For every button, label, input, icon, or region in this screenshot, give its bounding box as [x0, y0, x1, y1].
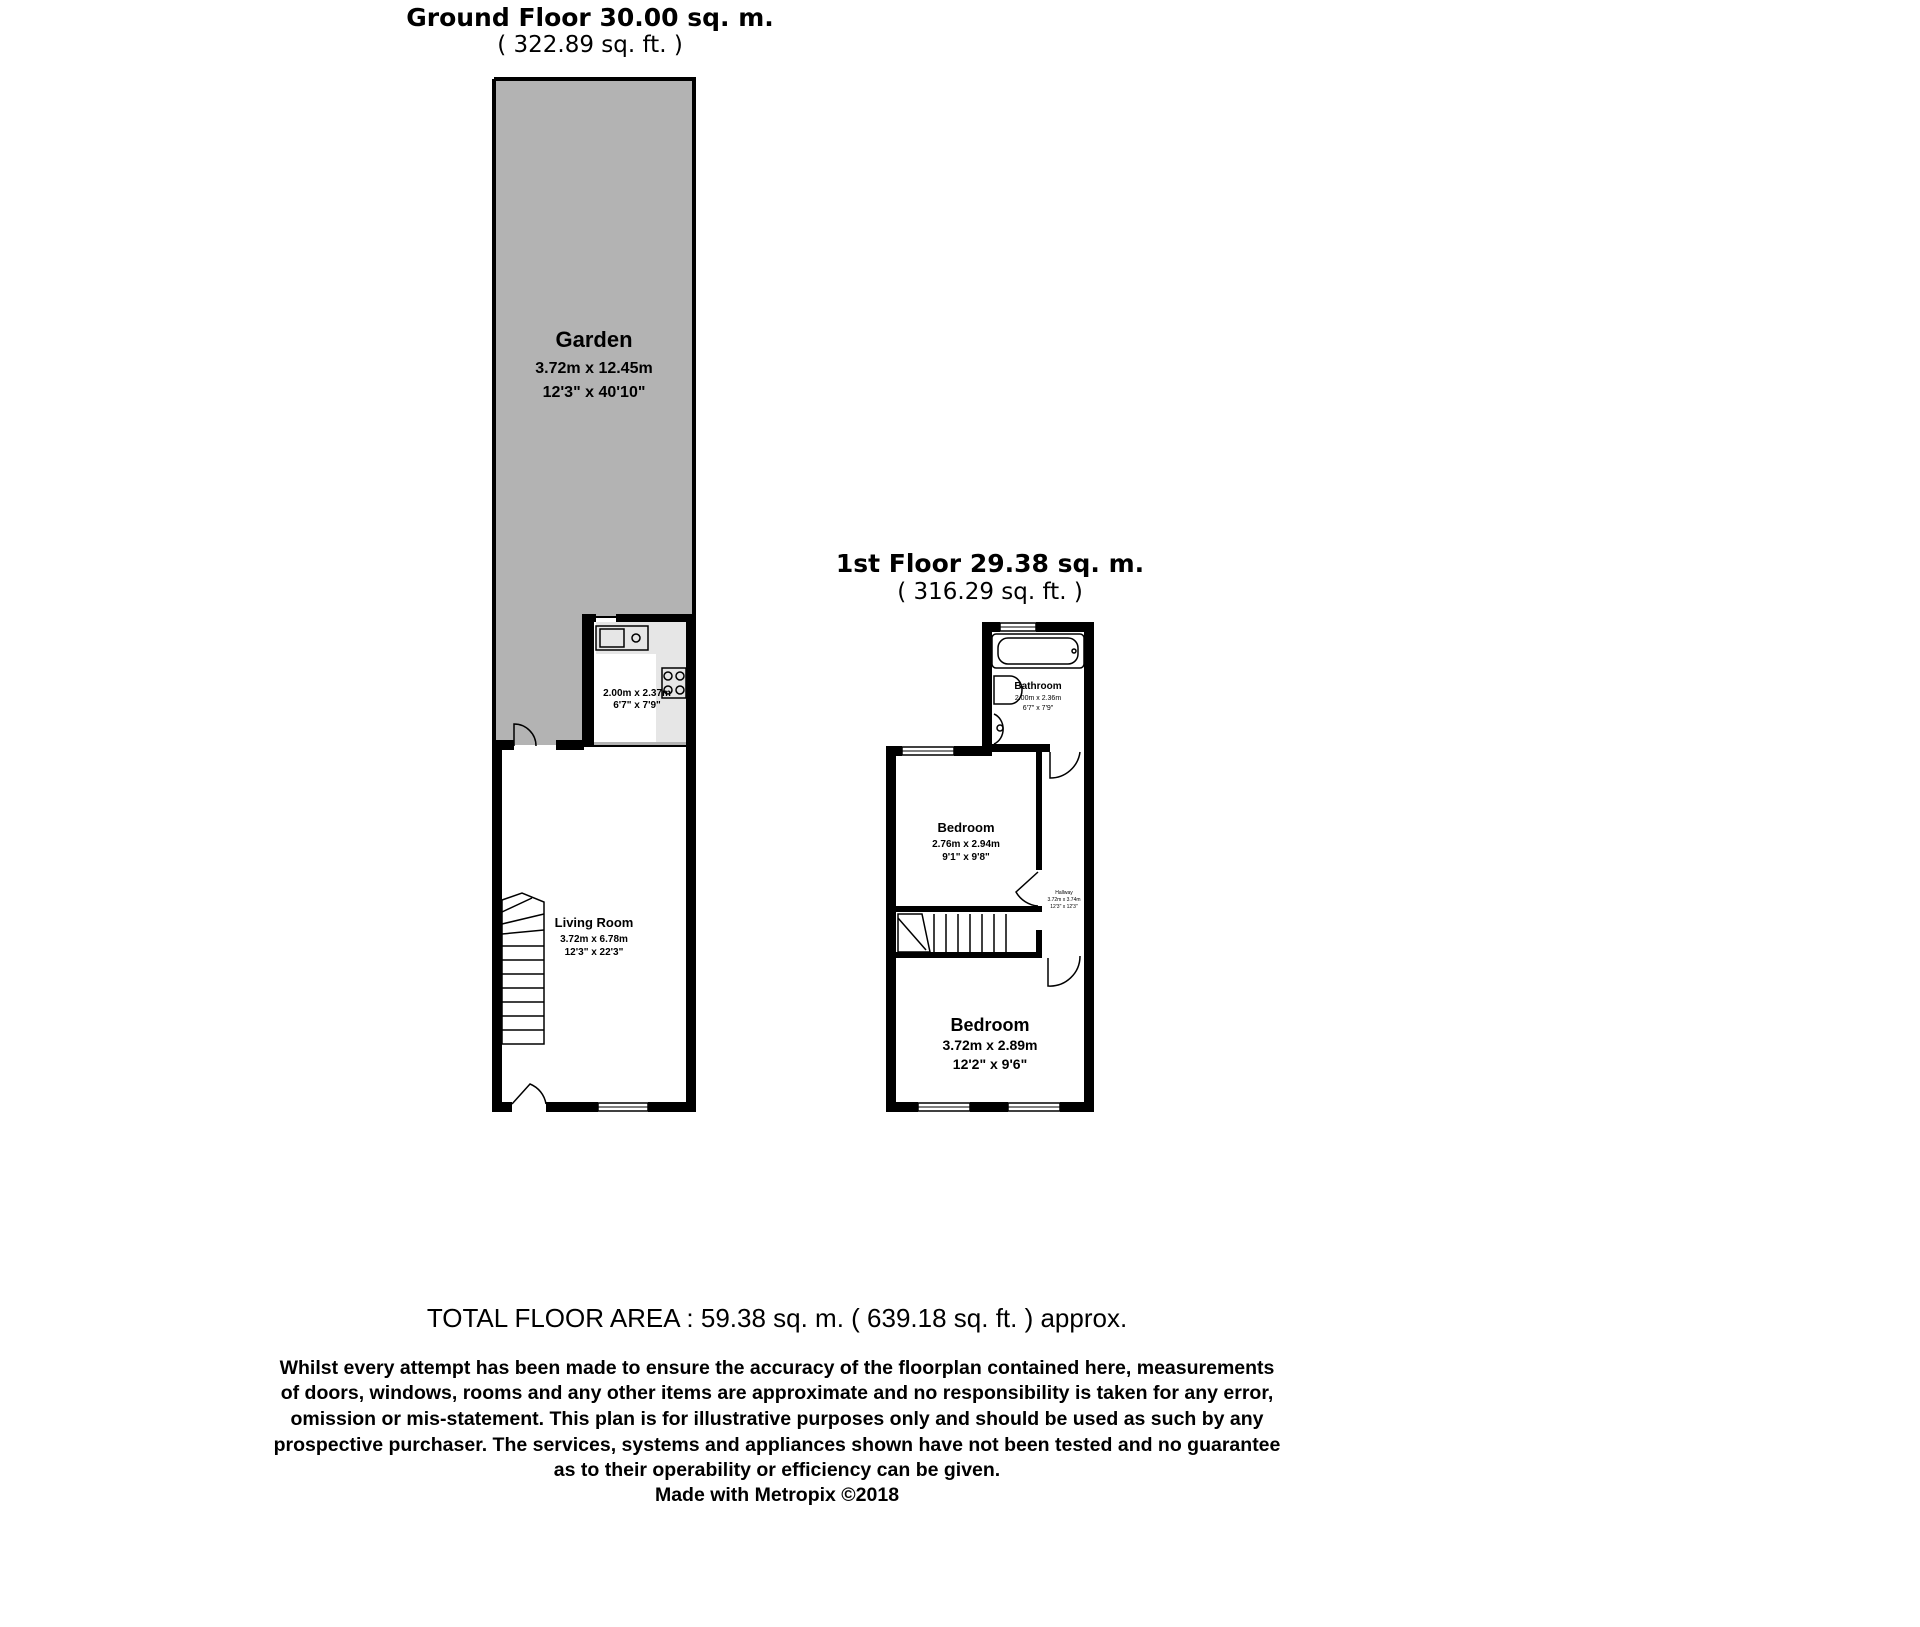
bedroom-large-dimensions-imperial: 12'2" x 9'6" [952, 1056, 1028, 1072]
disclaimer-line: of doors, windows, rooms and any other items are approximate and no responsibility is taken for any error, [280, 1382, 1274, 1404]
garden-dimensions-imperial: 12'3" x 40'10" [542, 384, 646, 401]
kitchen-dimensions-imperial: 6'7" x 7'9" [613, 700, 661, 711]
disclaimer-line: prospective purchaser. The services, systems and appliances shown have not been tested and no guarantee [273, 1434, 1281, 1456]
hallway-dimensions-imperial: 12'3" x 12'3" [1050, 904, 1078, 910]
kitchen-worktop-top [596, 622, 656, 654]
credit: Made with Metropix ©2018 [654, 1484, 900, 1506]
bedroom-large-label: Bedroom [950, 1015, 1030, 1035]
bedroom-small-dimensions-metric: 2.76m x 2.94m [932, 839, 1000, 850]
kitchen [584, 614, 696, 746]
bedroom-small-door-swing [1016, 872, 1038, 906]
bedroom-small-dimensions-imperial: 9'1" x 9'8" [942, 852, 990, 863]
living-room-dimensions-metric: 3.72m x 6.78m [560, 934, 628, 945]
kitchen-dimensions-metric: 2.00m x 2.37m [603, 688, 671, 699]
bath-icon [992, 634, 1084, 668]
living-room-label: Living Room [554, 915, 634, 930]
disclaimer-line: as to their operability or efficiency can be given. [553, 1459, 1001, 1481]
bedroom-large-dimensions-metric: 3.72m x 2.89m [942, 1037, 1038, 1053]
ground-floor [406, 3, 774, 1112]
disclaimer [274, 1357, 1281, 1481]
bedroom-small-label: Bedroom [937, 820, 995, 835]
first-floor-title: 1st Floor 29.38 sq. m. [835, 549, 1145, 578]
total-floor-area: TOTAL FLOOR AREA : 59.38 sq. m. ( 639.18 sq. ft. ) approx. [426, 1303, 1128, 1333]
bathroom-dimensions-metric: 2.00m x 2.36m [1014, 695, 1062, 702]
disclaimer-line: omission or mis-statement. This plan is for illustrative purposes only and should be used as such by any [290, 1408, 1264, 1430]
first-floor-staircase [898, 914, 1006, 952]
living-room-dimensions-imperial: 12'3" x 22'3" [564, 947, 624, 958]
first-floor-subtitle: ( 316.29 sq. ft. ) [897, 579, 1083, 605]
disclaimer-line: Whilst every attempt has been made to ensure the accuracy of the floorplan contained here, measurements [279, 1357, 1275, 1379]
bathroom-dimensions-imperial: 6'7" x 7'9" [1022, 705, 1054, 712]
garden-label: Garden [555, 327, 633, 352]
kitchen-worktop [656, 622, 688, 742]
front-door-swing [512, 1084, 546, 1104]
garden-dimensions-metric: 3.72m x 12.45m [535, 360, 653, 377]
ground-staircase [502, 893, 544, 1044]
ground-floor-subtitle: ( 322.89 sq. ft. ) [497, 32, 683, 58]
bedroom-small [932, 820, 1038, 906]
hallway-dimensions-metric: 3.72m x 3.74m [1047, 897, 1081, 903]
hallway [1047, 890, 1080, 910]
basin-icon [994, 714, 1003, 744]
bedroom-large-door-swing [1048, 956, 1080, 986]
bathroom-door-swing [1050, 752, 1080, 778]
bedroom-large [943, 956, 1080, 1072]
bathroom-label: Bathroom [1014, 681, 1062, 692]
hallway-label: Hallway [1055, 890, 1073, 896]
living-room [492, 724, 696, 1112]
ground-floor-title: Ground Floor 30.00 sq. m. [406, 3, 774, 32]
first-floor [836, 549, 1144, 1112]
